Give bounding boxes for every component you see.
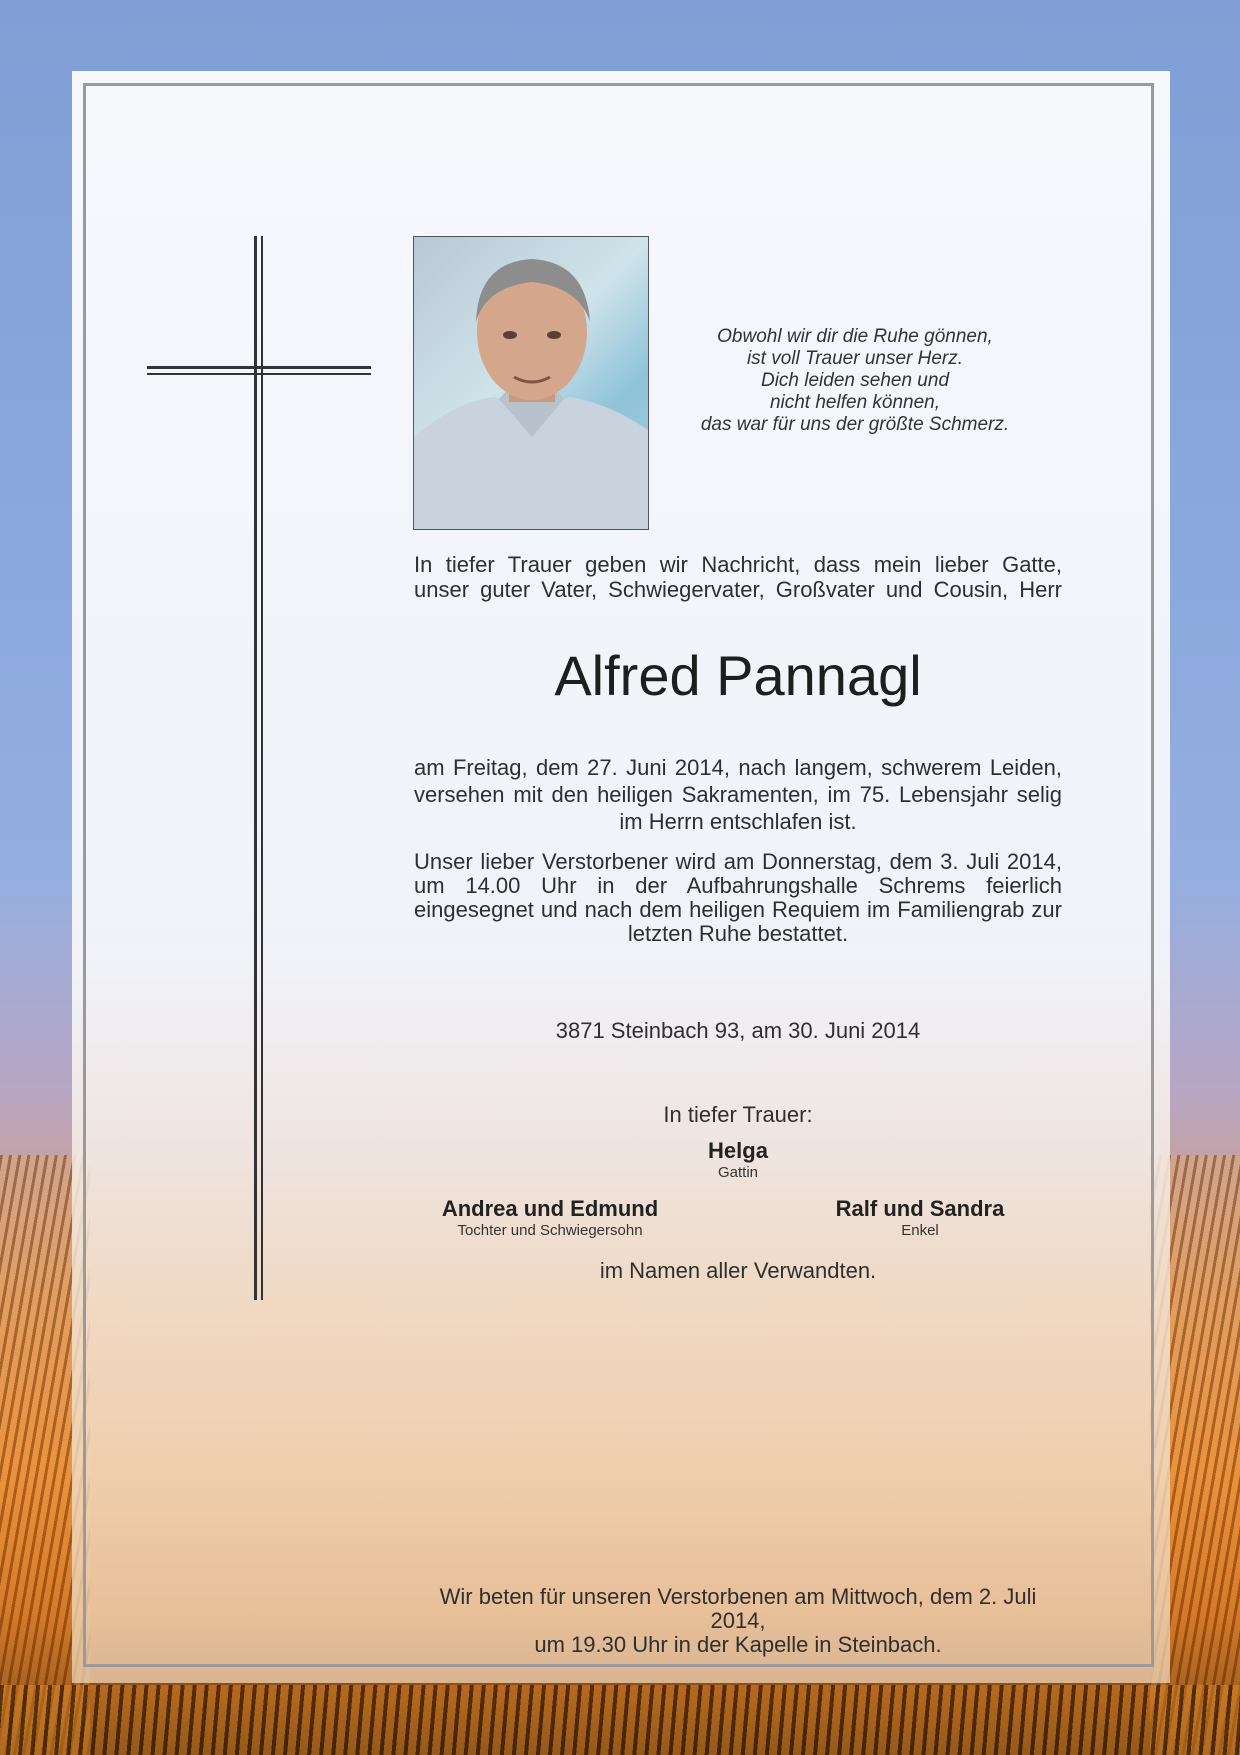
deceased-name: Alfred Pannagl [554, 644, 922, 707]
mourner-relation: Tochter und Schwiegersohn [457, 1222, 643, 1239]
intro-line: In tiefer Trauer geben wir Nachricht, dass mein lieber Gatte, [414, 552, 1062, 577]
mourning-heading: In tiefer Trauer: [663, 1102, 813, 1127]
funeral-notice: Unser lieber Verstorbener wird am Donnerstag, dem 3. Juli 2014, um 14.00 Uhr in der Aufbahrungshalle Schrems feierlich eingesegnet und nach dem heiligen Requiem im Familiengrab zur letzten Ruhe bestattet. [414, 849, 1062, 946]
poem-line: Dich leiden sehen und [760, 370, 950, 391]
cross-vertical-beam-inner [261, 236, 263, 1300]
mourner-relation: Gattin [717, 1164, 759, 1181]
relatives-line: im Namen aller Verwandten. [599, 1258, 877, 1283]
memorial-poem [680, 326, 1030, 436]
mourner-name: Andrea und Edmund [441, 1196, 659, 1221]
cross-horizontal-beam [147, 366, 371, 369]
cross-vertical-beam [254, 236, 257, 1300]
portrait-illustration [414, 237, 649, 530]
intro-text [414, 552, 1062, 602]
mourner-grandchildren [780, 1196, 1060, 1240]
cross-horizontal-beam-inner [147, 373, 371, 375]
place-date: 3871 Steinbach 93, am 30. Juni 2014 [555, 1018, 921, 1043]
mourner-name: Ralf und Sandra [835, 1196, 1005, 1221]
death-notice: am Freitag, dem 27. Juni 2014, nach langem, schwerem Leiden, versehen mit den heiligen Sakramenten, im 75. Lebensjahr selig im Herrn entschlafen ist. [414, 755, 1062, 834]
poem-line: nicht helfen können, [769, 392, 941, 413]
mourner-children [400, 1196, 700, 1240]
mourner-name: Helga [708, 1138, 768, 1163]
portrait-photo [413, 236, 649, 530]
intro-line: unser guter Vater, Schwiegervater, Großvater und Cousin, Herr [414, 577, 1062, 602]
prayer-line: Wir beten für unseren Verstorbenen am Mittwoch, dem 2. Juli 2014, [439, 1584, 1037, 1633]
prayer-line: um 19.30 Uhr in der Kapelle in Steinbach. [534, 1632, 942, 1657]
mourner-relation: Enkel [901, 1222, 939, 1239]
mourner-spouse [600, 1138, 876, 1182]
poem-line: ist voll Trauer unser Herz. [746, 348, 964, 369]
prayer-notice [414, 1585, 1062, 1657]
background-reeds-bottom [0, 1685, 1240, 1755]
poem-line: das war für uns der größte Schmerz. [700, 414, 1010, 435]
poem-line: Obwohl wir dir die Ruhe gönnen, [717, 326, 993, 347]
